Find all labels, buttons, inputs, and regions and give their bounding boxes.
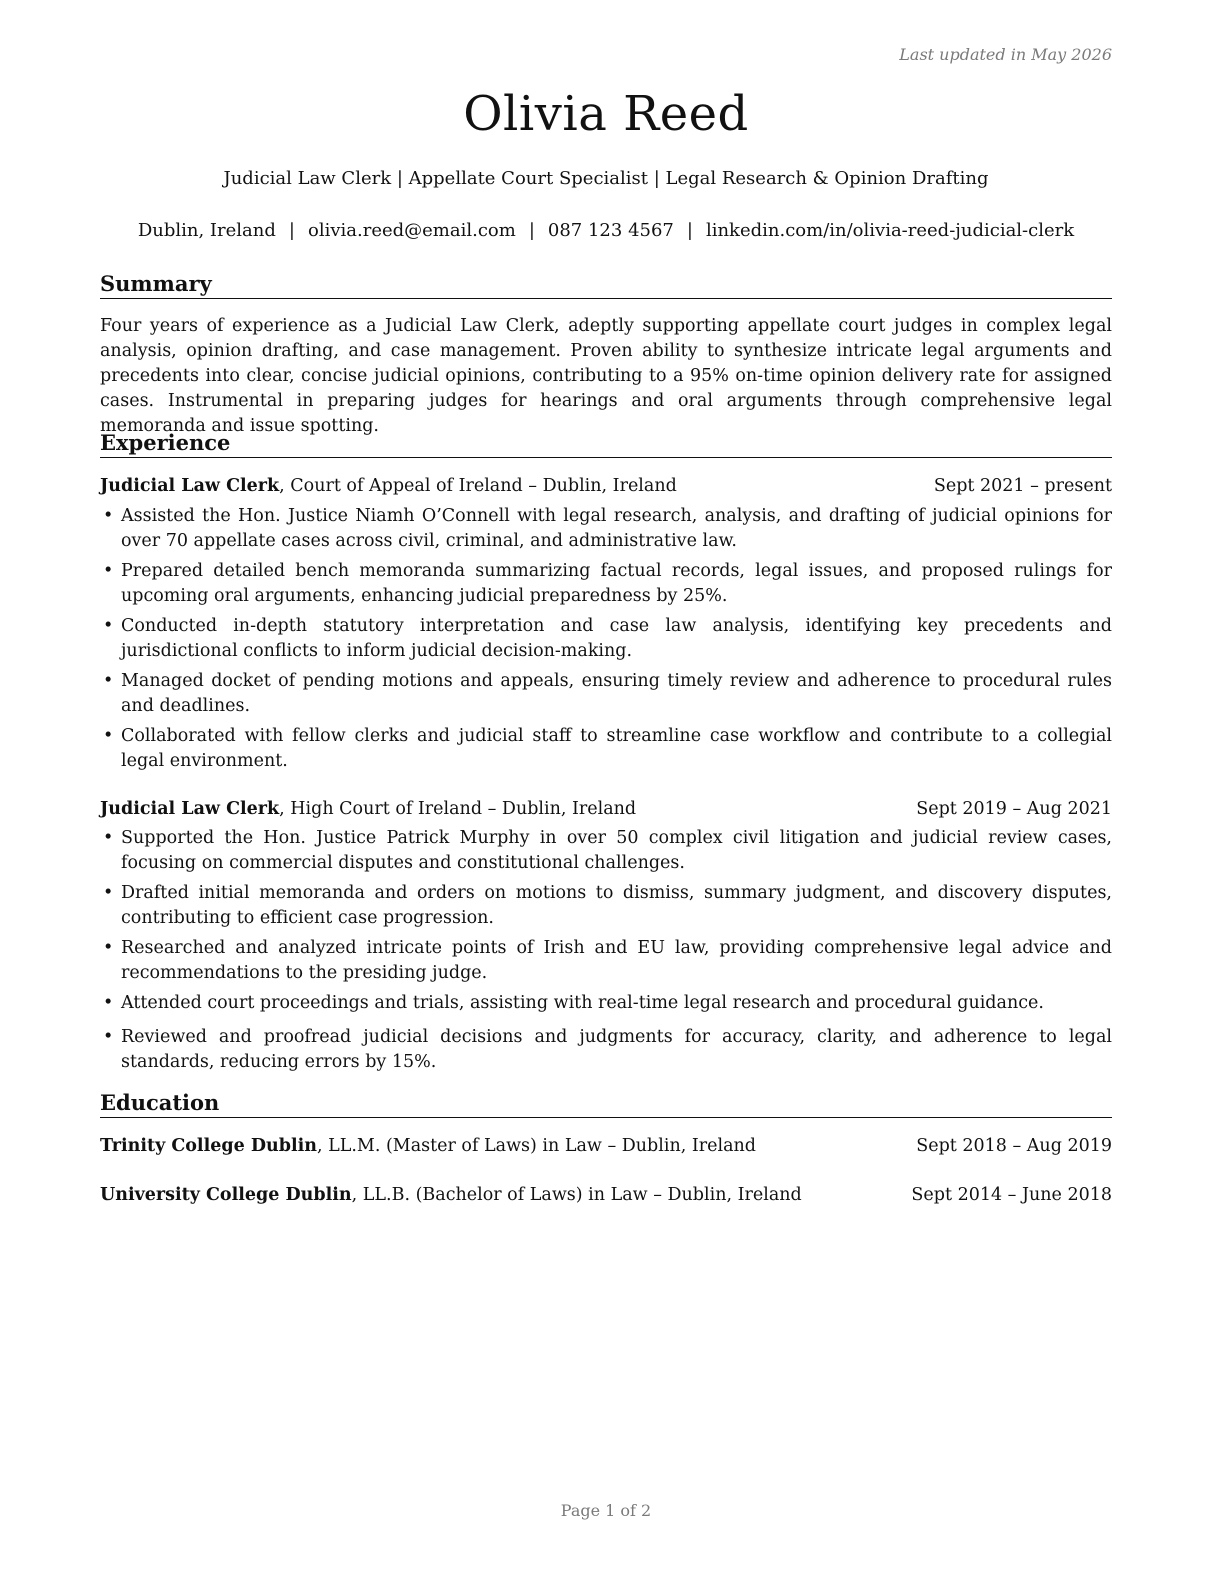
bullet-icon: • bbox=[103, 506, 114, 526]
job-bullet-text: Assisted the Hon. Justice Niamh O’Connell with legal research, analysis, and drafting of judicial opinions for over 70 appellate cases across civil, criminal, and administrative law. bbox=[121, 506, 1112, 551]
job-entry-header bbox=[100, 797, 1112, 822]
school-name: University College Dublin bbox=[100, 1185, 352, 1205]
last-updated-note: Last updated in May 2026 bbox=[899, 45, 1112, 64]
bullet-icon: • bbox=[103, 993, 114, 1013]
job-bullet-text: Reviewed and proofread judicial decisions and judgments for accuracy, clarity, and adherence to legal standards, reducing errors by 15%. bbox=[121, 1027, 1112, 1072]
contact-linkedin[interactable]: linkedin.com/in/olivia-reed-judicial-clerk bbox=[705, 220, 1075, 241]
school-name: Trinity College Dublin bbox=[100, 1136, 317, 1156]
job-dates: Sept 2019 – Aug 2021 bbox=[916, 799, 1112, 819]
contact-line bbox=[100, 220, 1112, 241]
job-title-line bbox=[100, 797, 636, 822]
experience-heading: Experience bbox=[100, 430, 1112, 458]
contact-location: Dublin, Ireland bbox=[137, 220, 276, 241]
candidate-headline: Judicial Law Clerk | Appellate Court Specialist | Legal Research & Opinion Drafting bbox=[223, 168, 989, 189]
job-bullet bbox=[100, 991, 1112, 1016]
summary-text: Four years of experience as a Judicial Law Clerk, adeptly supporting appellate court judges in complex legal analysis, opinion drafting, and case management. Proven ability to synthesize intricate legal arguments and precedents into clear, concise judicial opinions, contributing to a 95% on-time opinion delivery rate for assigned cases. Instrumental in preparing judges for hearings and oral arguments through comprehensive legal memoranda and issue spotting. bbox=[100, 316, 1112, 436]
bullet-icon: • bbox=[103, 883, 114, 903]
job-bullet-text: Drafted initial memoranda and orders on motions to dismiss, summary judgment, and discovery disputes, contributing to efficient case progression. bbox=[121, 883, 1112, 928]
job-bullet-text: Researched and analyzed intricate points of Irish and EU law, providing comprehensive legal advice and recommendations to the presiding judge. bbox=[121, 938, 1112, 983]
job-bullet-text: Prepared detailed bench memoranda summarizing factual records, legal issues, and proposed rulings for upcoming oral arguments, enhancing judicial preparedness by 25%. bbox=[121, 561, 1112, 606]
job-bullet bbox=[100, 614, 1112, 664]
bullet-icon: • bbox=[103, 616, 114, 636]
education-line bbox=[100, 1183, 802, 1208]
job-title: Judicial Law Clerk bbox=[100, 476, 280, 496]
education-heading: Education bbox=[100, 1090, 1112, 1118]
education-dates: Sept 2014 – June 2018 bbox=[911, 1185, 1112, 1205]
job-bullet-text: Managed docket of pending motions and appeals, ensuring timely review and adherence to procedural rules and deadlines. bbox=[121, 671, 1112, 716]
job-bullet bbox=[100, 1025, 1112, 1075]
candidate-name: Olivia Reed bbox=[463, 86, 749, 142]
education-entry bbox=[100, 1183, 1112, 1208]
job-organization: , High Court of Ireland – Dublin, Ireland bbox=[279, 799, 637, 819]
job-dates: Sept 2021 – present bbox=[933, 476, 1112, 496]
job-bullet bbox=[100, 724, 1112, 774]
bullet-icon: • bbox=[103, 561, 114, 581]
contact-separator: | bbox=[288, 220, 295, 241]
contact-phone: 087 123 4567 bbox=[547, 220, 674, 241]
education-dates: Sept 2018 – Aug 2019 bbox=[916, 1136, 1112, 1156]
job-entry-header bbox=[100, 474, 1112, 499]
job-bullet-text: Collaborated with fellow clerks and judicial staff to streamline case workflow and contribute to a collegial legal environment. bbox=[121, 726, 1112, 771]
job-bullet bbox=[100, 881, 1112, 931]
job-bullet bbox=[100, 559, 1112, 609]
degree: , LL.B. (Bachelor of Laws) in Law – Dublin, Ireland bbox=[351, 1185, 802, 1205]
job-bullet-text: Conducted in-depth statutory interpretation and case law analysis, identifying key precedents and jurisdictional conflicts to inform judicial decision-making. bbox=[121, 616, 1112, 661]
job-organization: , Court of Appeal of Ireland – Dublin, Ireland bbox=[279, 476, 677, 496]
job-bullet bbox=[100, 504, 1112, 554]
summary-heading: Summary bbox=[100, 271, 1112, 299]
bullet-icon: • bbox=[103, 828, 114, 848]
bullet-icon: • bbox=[103, 726, 114, 746]
degree: , LL.M. (Master of Laws) in Law – Dublin, Ireland bbox=[316, 1136, 756, 1156]
job-bullet-text: Attended court proceedings and trials, assisting with real-time legal research and procedural guidance. bbox=[121, 993, 1044, 1013]
contact-separator: | bbox=[528, 220, 535, 241]
job-bullet-list bbox=[100, 826, 1112, 1080]
contact-email[interactable]: olivia.reed@email.com bbox=[307, 220, 516, 241]
bullet-icon: • bbox=[103, 938, 114, 958]
job-bullet-list bbox=[100, 504, 1112, 779]
page-number: Page 1 of 2 bbox=[560, 1501, 652, 1520]
resume-page bbox=[100, 0, 1112, 1584]
bullet-icon: • bbox=[103, 1027, 114, 1047]
job-title-line bbox=[100, 474, 677, 499]
contact-separator: | bbox=[686, 220, 693, 241]
bullet-icon: • bbox=[103, 671, 114, 691]
job-bullet bbox=[100, 936, 1112, 986]
job-bullet-text: Supported the Hon. Justice Patrick Murphy in over 50 complex civil litigation and judicial review cases, focusing on commercial disputes and constitutional challenges. bbox=[121, 828, 1112, 873]
education-line bbox=[100, 1134, 756, 1159]
job-bullet bbox=[100, 669, 1112, 719]
education-entry bbox=[100, 1134, 1112, 1159]
job-title: Judicial Law Clerk bbox=[100, 799, 280, 819]
job-bullet bbox=[100, 826, 1112, 876]
